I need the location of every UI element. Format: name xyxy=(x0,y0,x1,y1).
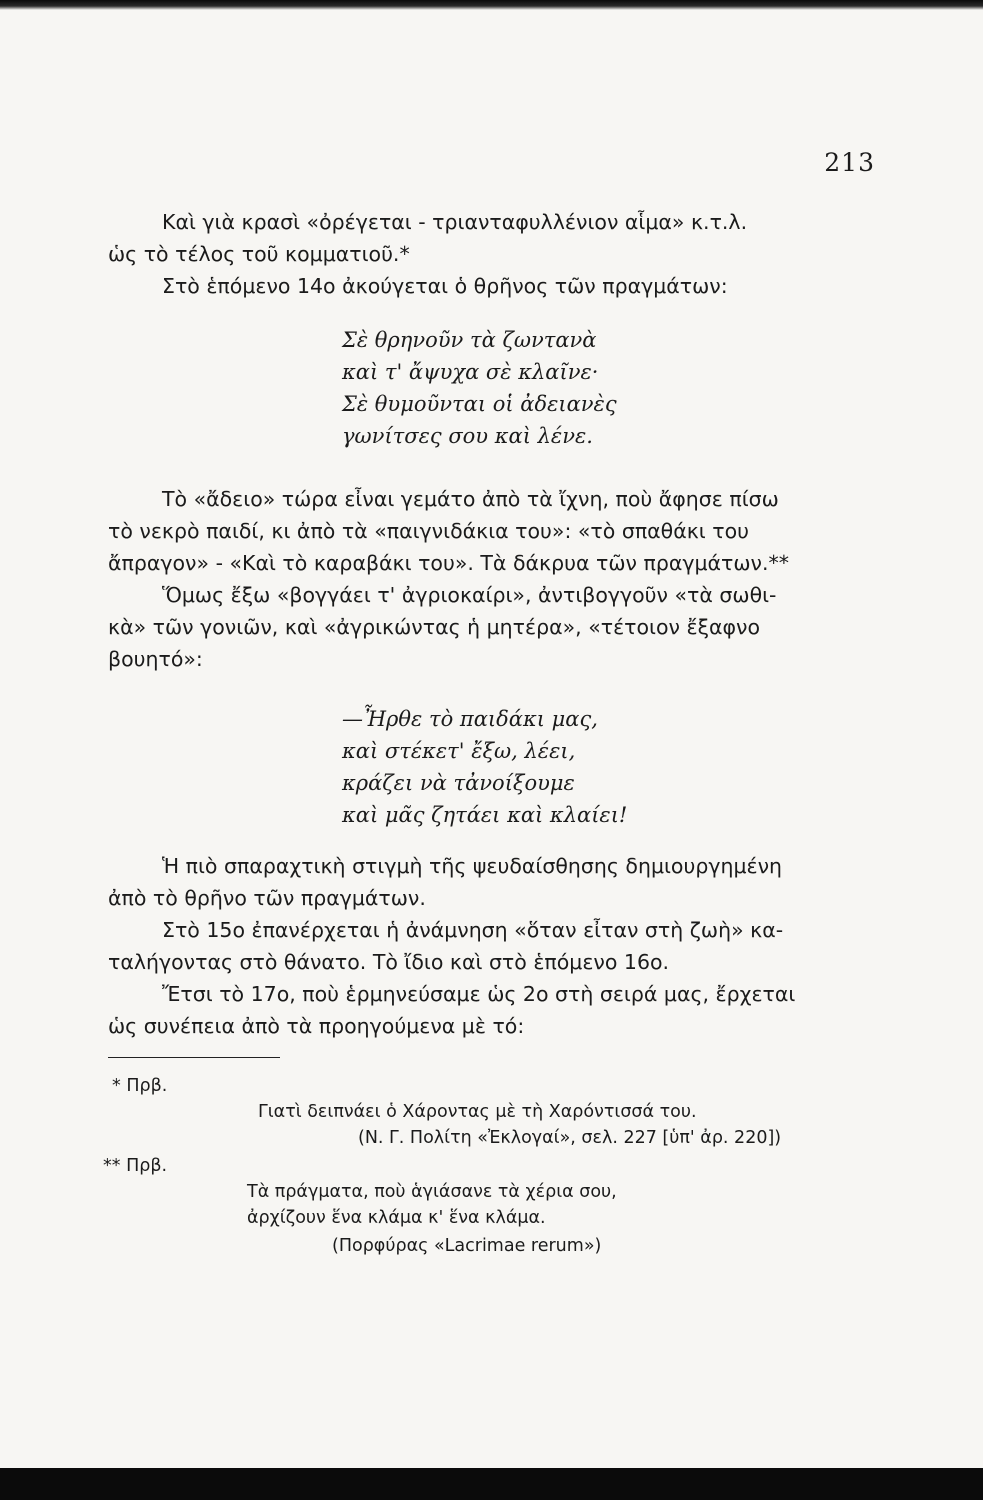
body-line: Ἔτσι τὸ 17ο, ποὺ ἑρμηνεύσαμε ὡς 2ο στὴ σειρά μας, ἔρχεται xyxy=(162,982,796,1006)
poem-line: καὶ στέκετ' ἔξω, λέει, xyxy=(342,739,576,763)
body-line: Στὸ ἑπόμενο 14ο ἀκούγεται ὁ θρῆνος τῶν πραγμάτων: xyxy=(162,274,728,298)
poem-line: Σὲ θυμοῦνται οἱ ἀδειανὲς xyxy=(342,392,617,416)
scan-bottom-edge xyxy=(0,1468,983,1500)
footnote-quote: ἀρχίζουν ἕνα κλάμα κ' ἕνα κλάμα. xyxy=(247,1208,546,1228)
footnote-marker: ** Πρβ. xyxy=(103,1156,168,1176)
footnote-divider xyxy=(108,1057,280,1058)
footnote-source: (Πορφύρας «Lacrimae rerum») xyxy=(332,1236,602,1256)
poem-line: γωνίτσες σου καὶ λένε. xyxy=(342,424,593,448)
poem-line: καὶ τ' ἄψυχα σὲ κλαῖνε· xyxy=(342,360,599,384)
body-line: ὡς τὸ τέλος τοῦ κομματιοῦ.* xyxy=(108,242,410,266)
body-line: Τὸ «ἄδειο» τώρα εἶναι γεμάτο ἀπὸ τὰ ἴχνη, ποὺ ἄφησε πίσω xyxy=(162,487,779,511)
poem-line: Σὲ θρηνοῦν τὰ ζωντανὰ xyxy=(342,328,597,352)
body-line: Στὸ 15ο ἐπανέρχεται ἡ ἀνάμνηση «ὅταν εἶταν στὴ ζωὴ» κα- xyxy=(162,918,784,942)
body-line: Ὅμως ἔξω «βογγάει τ' ἀγριοκαίρι», ἀντιβογγοῦν «τὰ σωθι- xyxy=(162,583,777,607)
poem-line: καὶ μᾶς ζητάει καὶ κλαίει! xyxy=(342,803,628,827)
footnote-quote: Γιατὶ δειπνάει ὁ Χάροντας μὲ τὴ Χαρόντισσά του. xyxy=(258,1102,697,1122)
body-line: ἀπὸ τὸ θρῆνο τῶν πραγμάτων. xyxy=(108,886,426,910)
scan-top-edge xyxy=(0,0,983,10)
body-line: ὡς συνέπεια ἀπὸ τὰ προηγούμενα μὲ τό: xyxy=(108,1014,525,1038)
poem-line: —Ἦρθε τὸ παιδάκι μας, xyxy=(342,707,598,731)
page-number: 213 xyxy=(824,148,875,177)
body-line: κὰ» τῶν γονιῶν, καὶ «ἀγρικώντας ἡ μητέρα», «τέτοιον ἔξαφνο xyxy=(108,615,761,639)
body-line: τὸ νεκρὸ παιδί, κι ἀπὸ τὰ «παιγνιδάκια του»: «τὸ σπαθάκι του xyxy=(108,519,750,543)
body-line: ἄπραγον» - «Καὶ τὸ καραβάκι του». Τὰ δάκρυα τῶν πραγμάτων.** xyxy=(108,551,790,575)
body-line: Ἡ πιὸ σπαραχτικὴ στιγμὴ τῆς ψευδαίσθησης δημιουργημένη xyxy=(162,854,783,878)
body-line: Καὶ γιὰ κρασὶ «ὀρέγεται - τριανταφυλλένιον αἷμα» κ.τ.λ. xyxy=(162,210,748,234)
poem-line: κράζει νὰ τἀνοίξουμε xyxy=(342,771,575,795)
footnote-marker: * Πρβ. xyxy=(112,1076,168,1096)
footnote-quote: Τὰ πράγματα, ποὺ ἁγιάσανε τὰ χέρια σου, xyxy=(247,1182,617,1202)
footnote-source: (Ν. Γ. Πολίτη «Ἐκλογαί», σελ. 227 [ὑπ' ἀρ. 220]) xyxy=(358,1128,782,1148)
body-line: ταλήγοντας στὸ θάνατο. Τὸ ἴδιο καὶ στὸ ἑπόμενο 16ο. xyxy=(108,950,670,974)
body-line: βουητό»: xyxy=(108,647,203,671)
